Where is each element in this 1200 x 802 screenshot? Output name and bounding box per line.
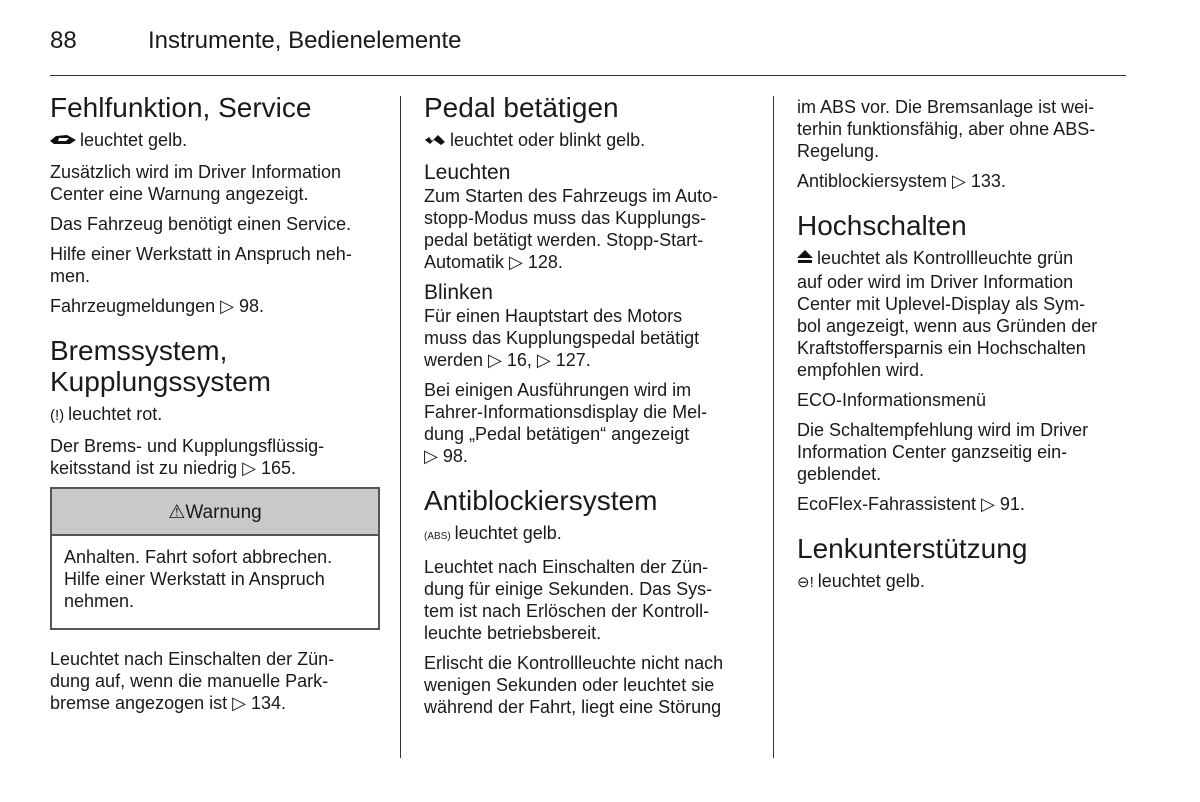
brake-icon: (!) [50,407,65,424]
section-heading: Antiblockiersystem [424,485,658,516]
cross-reference: EcoFlex-Fahrassistent ▷ 91. [797,494,1025,514]
paragraph: Zum Starten des Fahrzeugs im Auto- stopp-Modus muss das Kupplungs- pedal betätigt werden. Stopp-Start- Automatik ▷ 128. [424,186,719,272]
section-heading: Pedal betätigen [424,92,619,123]
section-heading: Bremssystem, Kupplungssystem [50,335,272,397]
shift-up-icon [797,249,813,271]
page-number: 88 [50,27,77,54]
paragraph: Leuchtet nach Einschalten der Zün- dung auf, wenn die manuelle Park- bremse angezogen ist ▷ 134. [50,649,335,713]
cross-reference: Antiblockiersystem ▷ 133. [797,171,1006,191]
paragraph: Hilfe einer Werkstatt in Anspruch neh- men. [50,244,352,286]
paragraph: Der Brems- und Kupplungsflüssig- keitsstand ist zu niedrig ▷ 165. [50,436,325,478]
paragraph: Leuchtet nach Einschalten der Zün- dung für einige Sekunden. Das Sys- tem ist nach Erlöschen der Kontroll- leuchte betriebsbereit. [424,557,713,643]
paragraph: leuchtet als Kontrollleuchte grün auf oder wird im Driver Information Center mit Uplevel-Display als Sym- bol angezeigt, wenn aus Gründen der Kraftstoffersparnis ein Hochschalten empfohlen wird. [797,248,1098,380]
paragraph: Das Fahrzeug benötigt einen Service. [50,214,352,234]
status-text: leuchtet gelb. [80,130,188,150]
status-text: leuchtet gelb. [817,571,925,591]
subheading: Leuchten [424,161,511,184]
warning-box [50,487,380,630]
warning-triangle-icon: ⚠ [168,502,186,523]
column-3 [797,96,1127,602]
car-service-icon [50,131,76,153]
column-divider [400,96,401,758]
column-2 [424,92,754,726]
section-heading: Fehlfunktion, Service [50,92,312,123]
abs-icon: (ABS) [424,531,451,542]
paragraph: Die Schaltempfehlung wird im Driver Information Center ganzseitig ein- geblendet. [797,420,1089,484]
warning-title: Warnung [185,502,262,523]
header-rule [50,75,1126,76]
paragraph: Erlischt die Kontrollleuchte nicht nach wenigen Sekunden oder leuchtet sie während der Fahrt, liegt eine Störung [424,653,724,717]
cross-reference: Fahrzeugmeldungen ▷ 98. [50,296,264,316]
subheading: Blinken [424,281,493,304]
paragraph: Für einen Hauptstart des Motors muss das Kupplungspedal betätigt werden ▷ 16, ▷ 127. [424,306,700,370]
steering-warning-icon: ⊖! [797,574,814,591]
paragraph: im ABS vor. Die Bremsanlage ist wei- terhin funktionsfähig, aber ohne ABS- Regelung. [797,97,1096,161]
paragraph: ECO-Informationsmenü [797,390,987,410]
column-1 [50,92,380,722]
status-text: leuchtet rot. [68,404,163,424]
section-heading: Lenkunterstützung [797,533,1028,564]
paragraph: Zusätzlich wird im Driver Information Center eine Warnung angezeigt. [50,162,342,204]
paragraph: Bei einigen Ausführungen wird im Fahrer-Informationsdisplay die Mel- dung „Pedal betätigen“ angezeigt ▷ 98. [424,380,708,466]
chapter-title: Instrumente, Bedienelemente [148,27,462,54]
status-text: leuchtet oder blinkt gelb. [450,130,646,150]
status-text: leuchtet gelb. [454,523,562,543]
pedal-icon [424,131,446,153]
section-heading: Hochschalten [797,210,967,241]
warning-text: Anhalten. Fahrt sofort abbrechen. Hilfe einer Werkstatt in Anspruch nehmen. [64,547,333,611]
column-divider [773,96,774,758]
